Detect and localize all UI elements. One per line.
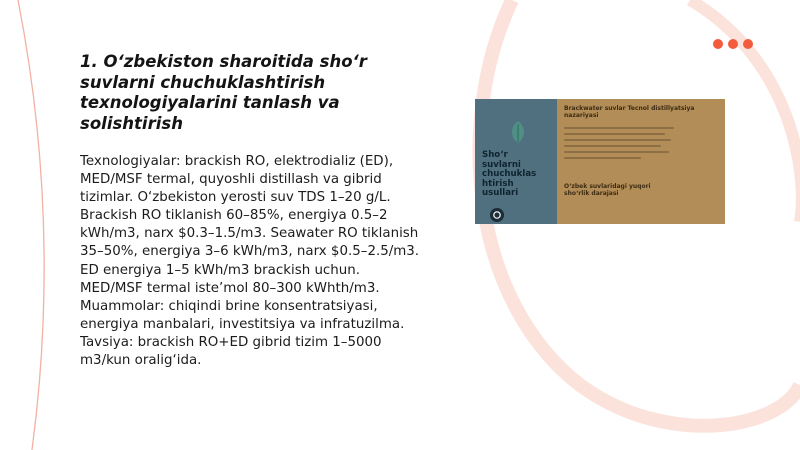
play-icon[interactable]	[490, 208, 504, 222]
three-dots-icon[interactable]	[713, 39, 753, 49]
leaf-icon	[505, 119, 531, 145]
thumbnail-heading: Brackwater suvlar Tecnol distillyatsiya nazariyasi	[564, 105, 695, 119]
slide-body-text: Texnologiyalar: brackish RO, elektrodializ (ED), MED/MSF termal, quyoshli distillash va gibrid tizimlar. O‘zbekiston yerosti suv TDS 1–20 g/L. Brackish RO tiklanish 60–85%, energiya 0.5–2 kWh/m3, narx $0.3–1.5/m3. Seawater RO tiklanish 35–50%, energiya 3–6 kWh/m3, narx $0.5–2.5/m3. ED energiya 1–5 kWh/m3 brackish uchun. MED/MSF termal iste’mol 80–300 kWhth/m3. Muammolar: chiqindi brine konsentratsiyasi, energiya manbalari, investitsiya va infratuzilma. Tavsiya: brackish RO+ED gibrid tizim 1–5000 m3/kun oralig‘ida.	[80, 154, 420, 369]
dot	[743, 39, 753, 49]
text-line	[564, 145, 661, 147]
text-line	[564, 139, 671, 141]
text-line	[564, 133, 665, 135]
dot	[728, 39, 738, 49]
text-line	[564, 127, 674, 129]
slide-title: 1. O‘zbekiston sharoitida sho‘r suvlarni chuchuklashtirish texnologiyalarini tanlash va solishtirish	[80, 52, 367, 133]
slide-thumbnail[interactable]	[475, 99, 725, 224]
thumbnail-subheading: O‘zbek suvlaridagi yuqori sho‘rlik darajasi	[564, 183, 651, 197]
text-line	[564, 151, 669, 153]
thumbnail-text-lines	[564, 127, 674, 163]
text-line	[564, 157, 641, 159]
dot	[713, 39, 723, 49]
thumbnail-title: Sho‘r suvlarni chuchuklas htirish usullari	[482, 150, 537, 199]
